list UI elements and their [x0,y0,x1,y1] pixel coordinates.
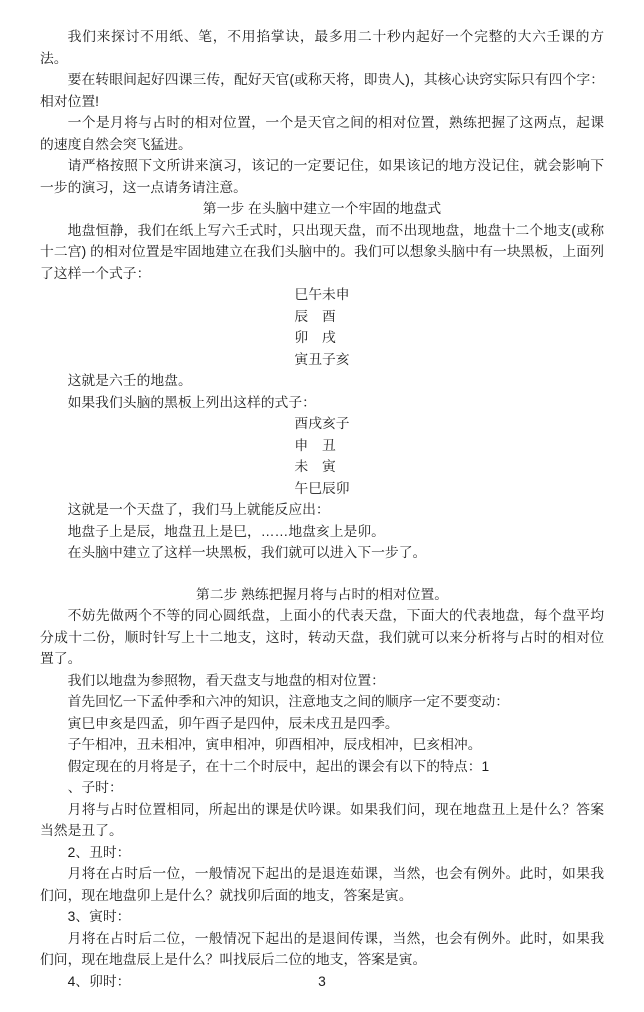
page-number: 3 [318,973,326,989]
paragraph: 地盘子上是辰，地盘丑上是巳，……地盘亥上是卯。 [67,523,385,539]
plate-diagram [40,284,604,370]
paragraph: 2、丑时： [67,844,131,860]
paragraph: 不妨先做两个不等的同心圆纸盘，上面小的代表天盘，下面大的代表地盘，每个盘平均分成十二份，顺时针写上十二地支，这时，转动天盘，我们就可以来分析将与占时的相对位置了。 [40,608,604,666]
paragraph: 这就是六壬的地盘。 [67,373,192,388]
diagram-line: 午巳辰卯 [294,480,350,496]
paragraph: 一个是月将与占时的相对位置，一个是天官之间的相对位置，熟练把握了这两点，起课的速度自然会突飞猛进。 [40,115,604,152]
paragraph: 月将在占时后二位，一般情况下起出的是退间传课，当然，也会有例外。此时，如果我们问，现在地盘辰上是什么？叫找辰后二位的地支，答案是寅。 [40,930,604,967]
diagram-lines [294,413,349,499]
diagram-line: 申 丑 [294,437,336,453]
paragraph: 子午相冲，丑未相冲，寅申相冲，卯酉相冲，辰戌相冲，巳亥相冲。 [67,737,482,752]
section-heading: 第二步 熟练把握月将与占时的相对位置。 [195,586,449,602]
paragraph: 4、卯时： [67,973,131,989]
paragraph: 地盘恒静，我们在纸上写六壬式时，只出现天盘，而不出现地盘，地盘十二个地支(或称十二宫) 的相对位置是牢固地建立在我们头脑中的。我们可以想象头脑中有一块黑板，上面列了这样一个式子： [40,222,604,281]
paragraph: 我们来探讨不用纸、笔，不用掐掌诀，最多用二十秒内起好一个完整的大六壬课的方法。 [40,29,604,66]
paragraph: 我们以地盘为参照物，看天盘支与地盘的相对位置： [67,672,385,688]
paragraph: 如果我们头脑的黑板上列出这样的式子： [67,394,316,410]
diagram-line: 巳午未申 [294,287,350,302]
paragraph: 寅巳申亥是四孟，卯午酉子是四仲，辰未戌丑是四季。 [67,715,399,731]
diagram-line: 寅丑子亥 [294,351,350,367]
diagram-line: 辰 酉 [294,308,336,324]
paragraph: 假定现在的月将是子，在十二个时辰中，起出的课会有以下的特点：1 [67,758,490,774]
paragraph: 这就是一个天盘了，我们马上就能反应出： [67,502,330,517]
paragraph: 3、寅时： [67,909,131,924]
diagram-lines [294,284,349,370]
paragraph: 要在转眼间起好四课三传，配好天官(或称天将，即贵人)，其核心诀窍实际只有四个字：相对位置! [40,72,604,109]
plate-diagram [40,413,604,499]
section-heading: 第一步 在头脑中建立一个牢固的地盘式 [202,201,442,216]
paragraph: 首先回忆一下孟仲季和六冲的知识，注意地支之间的顺序一定不要变动： [67,694,510,709]
paragraph: 在头脑中建立了这样一块黑板，我们就可以进入下一步了。 [67,545,427,560]
document-body [40,26,604,992]
paragraph: 月将与占时位置相同，所起出的课是伏吟课。如果我们问，现在地盘丑上是什么？答案当然是丑了。 [40,801,604,838]
paragraph: 、子时： [67,780,123,795]
section-spacer [40,564,604,584]
diagram-line: 酉戌亥子 [294,416,350,431]
diagram-line: 未 寅 [294,459,336,474]
diagram-line: 卯 戌 [294,330,336,345]
paragraph: 月将在占时后一位，一般情况下起出的是退连茹课，当然，也会有例外。此时，如果我们问，现在地盘卯上是什么？就找卯后面的地支，答案是寅。 [40,866,604,903]
paragraph: 请严格按照下文所讲来演习，该记的一定要记住，如果该记的地方没记住，就会影响下一步的演习，这一点请务请注意。 [40,158,604,195]
